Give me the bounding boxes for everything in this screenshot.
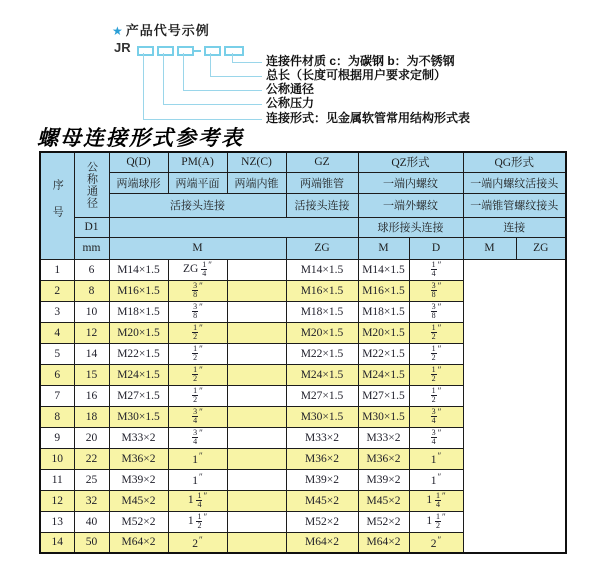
header-nz: NZ(C) bbox=[227, 152, 286, 172]
cell-qz-d: M16×1.5 bbox=[286, 280, 358, 301]
header-qg-conn: 连接 bbox=[463, 217, 566, 237]
diagram-title-text: 产品代号示例 bbox=[125, 23, 210, 38]
table-row bbox=[40, 406, 566, 427]
header-mm: mm bbox=[74, 237, 109, 259]
cell-qg-m: M45×2 bbox=[358, 490, 409, 511]
cell-qz-d: M24×1.5 bbox=[286, 364, 358, 385]
header-qg-zg: ZG bbox=[516, 237, 566, 259]
header-zg: ZG bbox=[286, 237, 358, 259]
cell-mm: 18 bbox=[74, 406, 109, 427]
diagram-label: 公称通径 bbox=[266, 82, 315, 96]
cell-seq: 3 bbox=[40, 301, 74, 322]
cell-seq: 7 bbox=[40, 385, 74, 406]
header-gz: GZ bbox=[286, 152, 358, 172]
cell-qg-zg: $\frac{1}{4}$ ″ bbox=[409, 259, 463, 280]
table-row bbox=[40, 343, 566, 364]
cell-zg: 2″ bbox=[168, 532, 227, 553]
star-icon: ★ bbox=[112, 24, 124, 38]
connector-line-v bbox=[143, 53, 144, 119]
table-body bbox=[40, 259, 566, 553]
cell-m: M20×1.5 bbox=[109, 322, 168, 343]
header-qg-desc2: 一端锥管螺纹接头 bbox=[463, 193, 566, 217]
table-row bbox=[40, 385, 566, 406]
cell-qz-m bbox=[227, 406, 286, 427]
code-box-4 bbox=[204, 46, 221, 56]
cell-qz-m bbox=[227, 490, 286, 511]
connector-line-h bbox=[183, 90, 262, 91]
header-qz-d: D bbox=[409, 237, 463, 259]
cell-m: M36×2 bbox=[109, 448, 168, 469]
code-box-5 bbox=[224, 46, 244, 56]
cell-qg-zg: 1 $\frac{1}{2}$ ″ bbox=[409, 511, 463, 532]
cell-mm: 32 bbox=[74, 490, 109, 511]
cell-seq: 2 bbox=[40, 280, 74, 301]
diagram-label: 公称压力 bbox=[266, 96, 315, 110]
cell-qz-m bbox=[227, 385, 286, 406]
cell-m: M64×2 bbox=[109, 532, 168, 553]
header-pm: PM(A) bbox=[168, 152, 227, 172]
cell-qz-m bbox=[227, 364, 286, 385]
cell-qg-m: M16×1.5 bbox=[358, 280, 409, 301]
cell-zg: ZG $\frac{1}{4}$ ″ bbox=[168, 259, 227, 280]
cell-mm: 14 bbox=[74, 343, 109, 364]
cell-zg: $\frac{3}{8}$ ″ bbox=[168, 280, 227, 301]
cell-m: M45×2 bbox=[109, 490, 168, 511]
cell-seq: 5 bbox=[40, 343, 74, 364]
connector-line-v bbox=[210, 53, 211, 76]
cell-qg-zg: 1″ bbox=[409, 469, 463, 490]
table-row bbox=[40, 427, 566, 448]
cell-qg-m: M36×2 bbox=[358, 448, 409, 469]
cell-qz-d: M22×1.5 bbox=[286, 343, 358, 364]
cell-qg-zg: $\frac{3}{4}$ ″ bbox=[409, 427, 463, 448]
cell-m: M14×1.5 bbox=[109, 259, 168, 280]
cell-qz-d: M64×2 bbox=[286, 532, 358, 553]
cell-qz-d: M33×2 bbox=[286, 427, 358, 448]
cell-mm: 8 bbox=[74, 280, 109, 301]
table-row bbox=[40, 301, 566, 322]
cell-qg-zg: $\frac{3}{8}$ ″ bbox=[409, 280, 463, 301]
table-wrapper bbox=[39, 151, 567, 554]
header-qz: QZ形式 bbox=[358, 152, 463, 172]
header-d1: D1 bbox=[74, 217, 109, 237]
diagram-label: 总长（长度可根据用户要求定制） bbox=[266, 68, 447, 82]
cell-seq: 9 bbox=[40, 427, 74, 448]
cell-qz-d: M52×2 bbox=[286, 511, 358, 532]
cell-qz-m bbox=[227, 343, 286, 364]
header-qg-desc1: 一端内螺纹活接头 bbox=[463, 172, 566, 193]
connector-line-v bbox=[183, 53, 184, 90]
connector-line-h bbox=[210, 76, 262, 77]
diagram-title bbox=[112, 20, 210, 39]
table-row bbox=[40, 469, 566, 490]
cell-qz-m bbox=[227, 259, 286, 280]
header-qg-m: M bbox=[463, 237, 516, 259]
cell-qg-m: M14×1.5 bbox=[358, 259, 409, 280]
cell-qg-zg: $\frac{3}{8}$ ″ bbox=[409, 301, 463, 322]
cell-mm: 50 bbox=[74, 532, 109, 553]
cell-qz-m bbox=[227, 469, 286, 490]
header-union-conn: 活接头连接 bbox=[109, 193, 286, 217]
connector-line-h bbox=[163, 104, 262, 105]
header-qz-desc2: 一端外螺纹 bbox=[358, 193, 463, 217]
cell-qg-m: M27×1.5 bbox=[358, 385, 409, 406]
cell-qg-m: M52×2 bbox=[358, 511, 409, 532]
cell-m: M16×1.5 bbox=[109, 280, 168, 301]
header-seq: 序号 bbox=[40, 152, 74, 259]
header-gz-desc: 两端锥管 bbox=[286, 172, 358, 193]
cell-qz-m bbox=[227, 301, 286, 322]
cell-seq: 8 bbox=[40, 406, 74, 427]
table-row bbox=[40, 259, 566, 280]
cell-zg: $\frac{3}{4}$ ″ bbox=[168, 427, 227, 448]
diagram-label: 连接形式：见金属软管常用结构形式表 bbox=[266, 111, 471, 125]
cell-qg-zg: $\frac{3}{4}$ ″ bbox=[409, 406, 463, 427]
header-dn: 公称通径 bbox=[74, 152, 109, 217]
cell-seq: 14 bbox=[40, 532, 74, 553]
cell-seq: 1 bbox=[40, 259, 74, 280]
cell-qg-zg: $\frac{1}{2}$ ″ bbox=[409, 385, 463, 406]
cell-mm: 6 bbox=[74, 259, 109, 280]
cell-m: M33×2 bbox=[109, 427, 168, 448]
cell-mm: 22 bbox=[74, 448, 109, 469]
cell-qg-m: M30×1.5 bbox=[358, 406, 409, 427]
cell-qz-m bbox=[227, 427, 286, 448]
cell-m: M18×1.5 bbox=[109, 301, 168, 322]
cell-qz-d: M30×1.5 bbox=[286, 406, 358, 427]
cell-qg-m: M64×2 bbox=[358, 532, 409, 553]
cell-qz-d: M45×2 bbox=[286, 490, 358, 511]
cell-mm: 16 bbox=[74, 385, 109, 406]
cell-qz-d: M36×2 bbox=[286, 448, 358, 469]
cell-mm: 20 bbox=[74, 427, 109, 448]
header-m: M bbox=[109, 237, 286, 259]
cell-qg-m: M22×1.5 bbox=[358, 343, 409, 364]
cell-seq: 10 bbox=[40, 448, 74, 469]
table-header bbox=[40, 152, 566, 259]
diagram-label: 连接件材质 c：为碳钢 b：为不锈钢 bbox=[266, 54, 455, 68]
cell-m: M22×1.5 bbox=[109, 343, 168, 364]
header-q-desc: 两端球形 bbox=[109, 172, 168, 193]
cell-m: M24×1.5 bbox=[109, 364, 168, 385]
cell-mm: 12 bbox=[74, 322, 109, 343]
table-row bbox=[40, 322, 566, 343]
cell-qg-zg: $\frac{1}{2}$ ″ bbox=[409, 364, 463, 385]
cell-zg: 1″ bbox=[168, 448, 227, 469]
header-qz-m: M bbox=[358, 237, 409, 259]
cell-mm: 10 bbox=[74, 301, 109, 322]
connector-line-h bbox=[143, 119, 262, 120]
code-box-1 bbox=[137, 46, 154, 56]
cell-zg: $\frac{1}{2}$ ″ bbox=[168, 364, 227, 385]
cell-qg-m: M39×2 bbox=[358, 469, 409, 490]
cell-seq: 11 bbox=[40, 469, 74, 490]
cell-zg: $\frac{1}{2}$ ″ bbox=[168, 343, 227, 364]
cell-mm: 15 bbox=[74, 364, 109, 385]
cell-qg-m: M24×1.5 bbox=[358, 364, 409, 385]
cell-qz-d: M27×1.5 bbox=[286, 385, 358, 406]
cell-m: M30×1.5 bbox=[109, 406, 168, 427]
header-blank bbox=[109, 217, 358, 237]
cell-zg: 1 $\frac{1}{2}$ ″ bbox=[168, 511, 227, 532]
cell-zg: $\frac{1}{2}$ ″ bbox=[168, 322, 227, 343]
table-row bbox=[40, 448, 566, 469]
cell-qg-zg: 1″ bbox=[409, 448, 463, 469]
cell-qz-m bbox=[227, 322, 286, 343]
header-pm-desc: 两端平面 bbox=[168, 172, 227, 193]
connector-line-v bbox=[163, 53, 164, 104]
cell-qg-zg: $\frac{1}{2}$ ″ bbox=[409, 343, 463, 364]
header-qg: QG形式 bbox=[463, 152, 566, 172]
cell-qg-zg: $\frac{1}{2}$ ″ bbox=[409, 322, 463, 343]
cell-mm: 40 bbox=[74, 511, 109, 532]
cell-zg: 1″ bbox=[168, 469, 227, 490]
nut-connection-table bbox=[39, 151, 567, 554]
table-row bbox=[40, 280, 566, 301]
cell-qz-m bbox=[227, 448, 286, 469]
cell-seq: 6 bbox=[40, 364, 74, 385]
cell-qz-d: M18×1.5 bbox=[286, 301, 358, 322]
header-qz-desc1: 一端内螺纹 bbox=[358, 172, 463, 193]
code-dash bbox=[193, 50, 201, 52]
header-q: Q(D) bbox=[109, 152, 168, 172]
cell-seq: 12 bbox=[40, 490, 74, 511]
cell-zg: $\frac{1}{2}$ ″ bbox=[168, 385, 227, 406]
cell-qz-m bbox=[227, 511, 286, 532]
cell-qg-m: M20×1.5 bbox=[358, 322, 409, 343]
cell-qz-d: M39×2 bbox=[286, 469, 358, 490]
header-gz-conn: 活接头连接 bbox=[286, 193, 358, 217]
cell-qz-m bbox=[227, 280, 286, 301]
cell-qz-m bbox=[227, 532, 286, 553]
cell-qg-m: M33×2 bbox=[358, 427, 409, 448]
cell-m: M52×2 bbox=[109, 511, 168, 532]
cell-zg: 1 $\frac{1}{4}$ ″ bbox=[168, 490, 227, 511]
table-row bbox=[40, 490, 566, 511]
cell-m: M39×2 bbox=[109, 469, 168, 490]
product-code-prefix: JR bbox=[114, 40, 131, 55]
cell-qz-d: M14×1.5 bbox=[286, 259, 358, 280]
connector-line-h bbox=[232, 62, 262, 63]
cell-seq: 13 bbox=[40, 511, 74, 532]
cell-zg: $\frac{3}{8}$ ″ bbox=[168, 301, 227, 322]
code-box-2 bbox=[157, 46, 174, 56]
cell-seq: 4 bbox=[40, 322, 74, 343]
cell-zg: $\frac{3}{4}$ ″ bbox=[168, 406, 227, 427]
cell-qg-zg: 2″ bbox=[409, 532, 463, 553]
code-box-3 bbox=[177, 46, 194, 56]
connector-line-v bbox=[232, 53, 233, 62]
table-row bbox=[40, 364, 566, 385]
cell-qg-m: M18×1.5 bbox=[358, 301, 409, 322]
table-title: 螺母连接形式参考表 bbox=[37, 125, 244, 150]
table-row bbox=[40, 532, 566, 553]
cell-mm: 25 bbox=[74, 469, 109, 490]
cell-m: M27×1.5 bbox=[109, 385, 168, 406]
cell-qz-d: M20×1.5 bbox=[286, 322, 358, 343]
header-qz-conn: 球形接头连接 bbox=[358, 217, 463, 237]
cell-qg-zg: 1 $\frac{1}{4}$ ″ bbox=[409, 490, 463, 511]
header-nz-desc: 两端内锥 bbox=[227, 172, 286, 193]
table-row bbox=[40, 511, 566, 532]
